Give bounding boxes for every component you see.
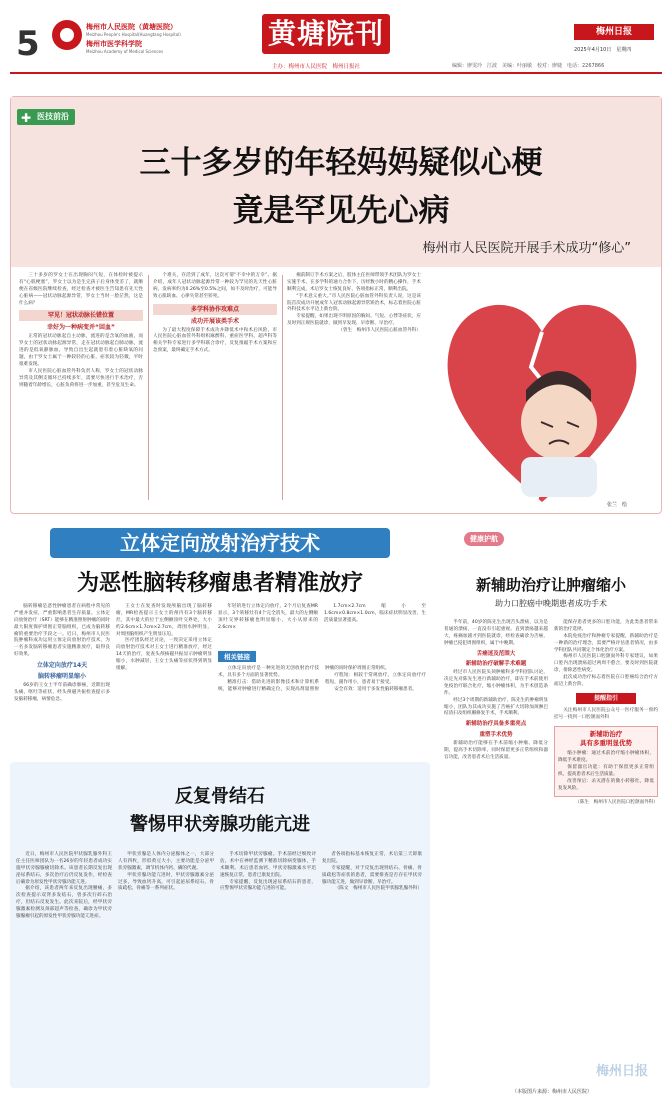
newspaper-name: 梅州日报 xyxy=(595,27,632,37)
article3-col3 xyxy=(220,852,316,893)
paragraph: 专家提醒，如果出现不明原因的胸闷、气短、心悸等症状，应及时到正规医院就诊，做到早发现、早诊断、早治疗。 xyxy=(287,314,421,327)
masthead-title: 黄塘院刊 xyxy=(267,17,384,50)
page-header xyxy=(0,0,672,74)
section-tag-health xyxy=(464,532,504,546)
plus-icon: ✚ xyxy=(21,111,32,125)
banner-text: 立体定向放射治疗技术 xyxy=(120,531,320,555)
heart-icon xyxy=(431,272,653,512)
byline: （曾生 梅州市人民医院心脏血管外科） xyxy=(338,328,421,334)
article-oral-cancer xyxy=(440,524,662,1088)
paragraph: 此次成功治疗标志着医院在口腔癌综合治疗方面迈上新台阶。 xyxy=(554,675,658,688)
issue-date: 2025年4月10日 星期四 xyxy=(574,47,632,53)
subhead: 重塑手术优势 xyxy=(479,731,513,738)
college-name-en: Meizhou Academy of Medical Sciences xyxy=(86,49,164,54)
article3-title-line1: 反复骨结石 xyxy=(175,786,265,807)
image-credit: （本版图片来源：梅州市人民医院） xyxy=(512,1089,593,1095)
reminder-tag xyxy=(576,693,636,704)
paragraph: 精准打击：借助先进的影像技术和计算机系统，能够对肿瘤进行精确定位，实现高剂量照射肿瘤的同时保护周围正常组织。 xyxy=(218,666,390,692)
paragraph: 年轻的进行立体定向放疗，2个月后复查MR显示，3个转移灶有4个完全消失，最大的左侧额顶叶交界转移瘤也明显缩小，大小从原来的2.6cm× xyxy=(218,604,318,630)
article3-col4 xyxy=(322,852,422,893)
paragraph: 甲状旁腺功能亢进时，甲状旁腺激素分泌过多，导致血钙升高，可引起泌尿系结石、骨质疏松、骨痛等一系列症状。 xyxy=(118,872,214,892)
article4-subtitle: 助力口腔癌中晚期患者成功手术 xyxy=(495,599,607,608)
knowledge-box xyxy=(218,644,426,752)
section-tag-text: 健康护航 xyxy=(470,535,498,543)
column-divider xyxy=(282,275,283,500)
subhead: 罕见！冠状动脉长错位置 xyxy=(19,310,143,321)
article3-title-line2: 警惕甲状旁腺功能亢进 xyxy=(130,814,310,835)
article2-col3 xyxy=(218,604,318,632)
paragraph: 关注梅州市人民医院公众号一医疗服务一预约挂号一找到一口腔颌面外科 xyxy=(554,707,658,720)
illustrator-credit: 张兰 绘 xyxy=(607,502,628,508)
article1-title-line1: 三十多岁的年轻妈妈疑似心梗 xyxy=(139,145,543,181)
advantage-box xyxy=(554,726,658,797)
article1-col2 xyxy=(153,273,277,355)
advantage-box-title: 新辅助治疗 xyxy=(589,729,623,738)
column-divider xyxy=(148,275,149,500)
article1-col3 xyxy=(287,273,421,335)
paragraph: 缩小肿瘤：通过术前治疗缩小肿瘤体积，降低手术难度。 xyxy=(558,751,654,764)
article3-col2 xyxy=(118,852,214,893)
paragraph: 本院免疫治疗和肿瘤专家提醒，新辅助治疗是一种新的治疗理念，需要严格评估患者情况，由多学科团队共同制定个体化治疗方案。 xyxy=(554,633,658,653)
paragraph: 专家提醒，反复出现泌尿系结石的患者，应警惕甲状旁腺功能亢进的可能。 xyxy=(220,879,316,892)
subhead: 成功开展该类手术 xyxy=(190,317,239,325)
article4-col2 xyxy=(554,620,658,806)
paragraph: 1.7cm×2.7cm缩小至1.6cm×0.8cm×1.0cm，临床症状明显改善，生活质量显著提高。 xyxy=(324,604,426,623)
paragraph: 为了最大程度保障手术成功并降低术中和术后风险，市人民医院心脏血管外科组织麻醉科、重症医学科、超声科等相关学科专家进行多学科联合诊疗，反复推敲手术方案和应急预案，最终确定手术方式。 xyxy=(153,327,277,354)
article2-banner xyxy=(50,528,390,558)
paragraph: 医疗团队经过讨论，一致决定采用立体定向放射治疗技术对王女士进行精准放疗，经过14天的治疗，复查头颅核磁共振显示肿瘤明显缩小，水肿减轻，王女士头痛等症状得到明显缓解。 xyxy=(116,638,212,672)
article-parathyroid xyxy=(10,762,430,1088)
paragraph: 者各项指标基本恢复正常，术后第三天即康复出院。 xyxy=(322,852,422,864)
knowledge-text xyxy=(218,666,426,694)
paragraph: 立体定向放疗是一种先进的无创放射治疗技术，具有多个方面的显著优势。 xyxy=(218,666,319,678)
paragraph: 安全有效：适用于多发性脑转移瘤患者。 xyxy=(334,686,417,692)
subhead: 新辅助治疗具备多重亮点 xyxy=(465,721,527,728)
paragraph: 疗程短：相较于常规放疗，立体定向放疗疗程短，副作用小，患者易于接受。 xyxy=(325,672,426,685)
article4-col1 xyxy=(444,620,548,761)
paragraph: 手术切除甲状旁腺瘤。手术前经过细致评估，术中在神经监测下精准切除病变腺体，手术顺利。术后患者血钙、甲状旁腺激素水平迅速恢复正常，患者已康复出院。 xyxy=(220,852,316,878)
reminder-tag-text: 提醒指引 xyxy=(593,694,618,702)
article3-col1 xyxy=(16,852,112,921)
page-number: 5 xyxy=(16,24,40,64)
paragraph: 专家提醒，对于反复出现肾结石、骨痛、骨质疏松等症状的患者，需要排查是否存在甲状旁腺功能亢进，做到早诊断、早治疗。 xyxy=(322,865,422,885)
subhead: 幸好为一种病变并“回血” xyxy=(47,324,115,332)
editor-credits: 编辑：廖雯玲 江波 美编：叶丽敏 校对：廖婕 电话：2267866 xyxy=(452,63,605,69)
college-name: 梅州市医学科学院 xyxy=(86,40,142,48)
paragraph: 保留器官功能：有助于保留更多正常组织，提高患者术后生活质量。 xyxy=(558,764,654,777)
paragraph: 瘤前制订手术方案之后，肢体主任医师带领手术团队为罗女士实施手术，在多学科的通力合作下，历经数小时的精心操作，手术顺利完成，术后罗女士恢复良好，各项指标正常，顺利出院。 xyxy=(287,273,421,292)
paragraph: 梅州市人民医院口腔颌面外科专家建议，如果口腔内出现溃疡超过两周不愈合，要及时到医院就诊，排除恶性病变。 xyxy=(554,654,658,674)
article2-title: 为恶性脑转移瘤患者精准放疗 xyxy=(76,570,363,596)
subhead: 立体定向放疗14天 xyxy=(36,662,88,670)
article-heart-disease xyxy=(10,96,662,514)
paragraph: 甲状旁腺是人体内分泌腺体之一，大部分人有四枚，形似黄豆大小，主要功能是分泌甲状旁腺激素，调节机体内钙、磷的代谢。 xyxy=(118,852,214,871)
paragraph: 市人民医院心脏血管外科负责人称，罗女士的冠状动脉异常及其侧支循环已持续多年，需要尽快进行手术治疗，否则随着年龄增长，心脏负荷将进一步加重，甚至危及生命。 xyxy=(19,368,143,388)
paragraph: 脑转移瘤是恶性肿瘤患者在病程中常见的严重并发症，严重影响患者生存质量。立体定向放射治疗（SRT）能够在精准照射肿瘤的同时最大限度保护周围正常脑组织，已成为脑转移瘤的重要治疗手段之一。近日，梅州市人民医院肿瘤科成功运用立体定向放射治疗技术，为一名多发脑转移瘤患者实施精准放疗，取得良好效果。 xyxy=(14,604,110,658)
section-tag-tech xyxy=(17,109,75,125)
paragraph: 三十多岁的罗女士在出现胸闷气短，在体检时被提示有“心肌梗塞”，罗女士以为是生完孩子后身体变差了，就顺便在省级医院继续检查，经过检查才被医生告知患有先天性心脏病——冠状动脉起源异常，罗女士当时一脸茫然，这是什么病？ xyxy=(19,273,143,306)
paragraph: 近日，梅州市人民医院甲状腺乳腺外科王任主任医师团队为一名26岁的年轻患者成功实施甲状旁腺腺瘤切除术。该患者长期反复出现泌尿系结石，多次治疗后仍反复发作，经检查后确诊为原发性甲状旁腺功能亢进。 xyxy=(16,852,112,885)
paragraph: 经过3个周期的新辅助治疗，陈先生的肿瘤明显缩小，团队为其成功实施了舌癌扩大切除加颈淋巴结清扫及组织瓣修复手术，手术顺利。 xyxy=(444,697,548,717)
paragraph: “手术意义重大。”市人民医院心脏血管外科负责人说，这是该院首次成功开展成年人冠状动脉起源异常矫治术，标志着医院心脏外科技术水平迈上新台阶。 xyxy=(287,293,421,313)
article2-col4 xyxy=(324,604,426,625)
byline: （陈文 梅州市人民医院甲状腺乳腺外科） xyxy=(334,886,422,892)
paragraph: 正常的冠状动脉起自主动脉，流进的是含氧的血液，而罗女士的冠状动脉起源异常，走在冠状动脉起自肺动脉，流进的是低氧静脉血，导致自出生起就患有着心脏缺氧的问题，由于罗女士属于一种较轻的心脏，症状较为轻微，平时很难发现。 xyxy=(19,334,143,368)
masthead xyxy=(262,14,390,54)
subhead: 多学科协作攻难点 xyxy=(153,304,277,315)
article2-col2 xyxy=(116,604,212,673)
paragraph: 据介绍，该患者两年来反复出现腰痛，多次检查提示双肾多发结石，曾多次行碎石治疗，但结石反复发生。此次来院后，经甲状旁腺激素检测及颈部超声等检查，确诊为甲状旁腺腺瘤引起的原发性甲状旁腺功能亢进症。 xyxy=(16,886,112,920)
hospital-name: 梅州市人民医院（黄塘医院） xyxy=(86,23,177,31)
paragraph: 个难关，存活到了成年，这次可谓“不幸中的万幸”。据介绍，成年人冠状动脉起源异常一种较为罕见的先天性心脏病，发病率约为0.26%至0.5%之间，如不及时治疗，可能导致心肌缺血、心律失常甚至猝死。 xyxy=(153,273,277,299)
paragraph: 66岁的王女士半年前确诊肺癌，近期出现头痛、呕吐等症状，经头颅磁共振检查提示多发脑转移瘤，病情危急。 xyxy=(14,683,110,702)
newspaper-logo xyxy=(574,24,654,40)
sponsors: 主办：梅州市人民医院 梅州日报社 xyxy=(272,64,361,70)
byline: （陈生 梅州市人民医院口腔颌面外科） xyxy=(575,799,658,805)
article1-subtitle: 梅州市人民医院开展手术成功“修心” xyxy=(422,241,631,256)
subhead: 舌癌迷及范围大 xyxy=(476,650,516,657)
article1-col1 xyxy=(19,273,143,390)
paragraph: 王女士在复查时发现颅脑出现了脑转移瘤，MR检查提示王女士的颅内有3个脑转移灶，其中最大的位于左侧额顶叶交界处，大小约2.6cm×1.7cm×2.7cm，周围水肿明显，对周围脑组织产生明显压迫。 xyxy=(116,604,212,637)
subhead: 脑转移瘤明显缩小 xyxy=(37,673,86,681)
article-radiotherapy xyxy=(10,524,430,756)
paragraph: 经过市人民医院头颈肿瘤科多学科团队讨论，决定先对陈先生进行新辅助治疗，即在手术前使用免疫治疗联合化疗，缩小肿瘤体积，为手术创造条件。 xyxy=(444,670,548,696)
knowledge-tag xyxy=(218,651,256,662)
logo-cross-icon xyxy=(60,28,74,42)
hospital-name-en: Meizhou People's Hospital(Huangtang Hospital) xyxy=(86,32,181,37)
knowledge-tag-text: 相关链接 xyxy=(224,653,250,661)
article1-title-line2: 竟是罕见先心病 xyxy=(232,193,450,229)
paragraph: 能保存患者更多的口腔功能，为此类患者带来新的治疗选择。 xyxy=(554,620,658,632)
section-tag-text: 医技前沿 xyxy=(37,112,69,121)
broken-heart-illustration xyxy=(431,272,653,512)
header-rule xyxy=(10,72,662,74)
article2-col1 xyxy=(14,604,110,704)
paragraph: 改善预后：杀灭潜在的微小转移灶，降低复发风险。 xyxy=(558,778,654,791)
hospital-logo xyxy=(52,20,82,50)
paragraph: 半年前，40岁的陈先生出现舌头溃疡，以为是普通的溃疡，一直没有引起重视。直到溃疡越来越大、疼痛加剧才到医院就诊，经检查确诊为舌癌，肿瘤已侵犯周围组织，属于中晚期。 xyxy=(444,620,548,646)
article4-title: 新辅助治疗让肿瘤缩小 xyxy=(475,576,626,594)
subhead: 新辅助治疗破解手术难题 xyxy=(465,660,527,667)
watermark: 梅州日报 xyxy=(596,1064,649,1079)
paragraph: 新辅助治疗能够在手术前缩小肿瘤、降低分期，提高手术切除率，同时保留更多正常组织和器官功能，改善患者术后生活质量。 xyxy=(444,740,548,760)
advantage-box-title: 具有多重明显优势 xyxy=(580,739,632,748)
